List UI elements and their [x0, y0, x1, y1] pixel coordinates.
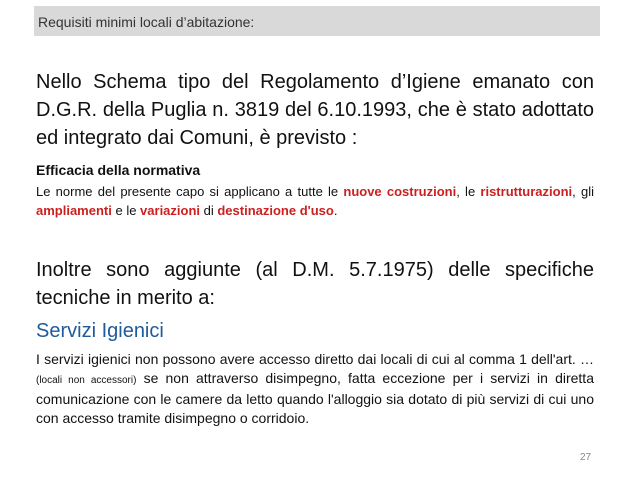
- servizi-note: (locali non accessori): [36, 375, 137, 386]
- servizi-igienici-paragraph: [36, 350, 594, 428]
- servizi-igienici-heading: Servizi Igienici: [36, 320, 164, 342]
- norme-text-1: Le norme del presente capo si applicano a tutte le: [36, 184, 344, 199]
- highlight-variazioni: variazioni: [140, 203, 201, 218]
- norme-text-2: , le: [456, 184, 481, 199]
- intro-paragraph: Nello Schema tipo del Regolamento d’Igiene emanato con D.G.R. della Puglia n. 3819 del 6.10.1993, che è stato adottato ed integrato dai Comuni, è previsto :: [36, 71, 594, 149]
- highlight-ampliamenti: ampliamenti: [36, 203, 112, 218]
- slide-title-bar: [34, 6, 600, 36]
- norme-paragraph: [36, 182, 594, 220]
- highlight-ristrutturazioni: ristrutturazioni: [480, 184, 573, 199]
- norme-text-5: di: [200, 203, 218, 218]
- servizi-text-1: I servizi igienici non possono avere accesso diretto dai locali di cui al comma 1 dell'art. …: [36, 351, 594, 367]
- highlight-destinazione-uso: destinazione d'uso: [217, 203, 334, 218]
- norme-text-3: , gli: [572, 184, 594, 199]
- highlight-nuove-costruzioni: nuove costruzioni: [343, 184, 457, 199]
- servizi-text-2: se non attraverso disimpegno, fatta eccezione per i servizi in diretta comunicazione con le camere da letto quando l'alloggio sia dotato di più servizi di cui uno con accesso tramite disimpegno o corridoio.: [36, 370, 594, 426]
- norme-text-6: .: [333, 203, 338, 218]
- page-number: 27: [580, 452, 592, 463]
- efficacia-heading: Efficacia della normativa: [36, 162, 201, 178]
- norme-text-4: e le: [111, 203, 141, 218]
- slide-title: Requisiti minimi locali d’abitazione:: [38, 14, 255, 30]
- inoltre-paragraph: Inoltre sono aggiunte (al D.M. 5.7.1975) delle specifiche tecniche in merito a:: [36, 259, 594, 309]
